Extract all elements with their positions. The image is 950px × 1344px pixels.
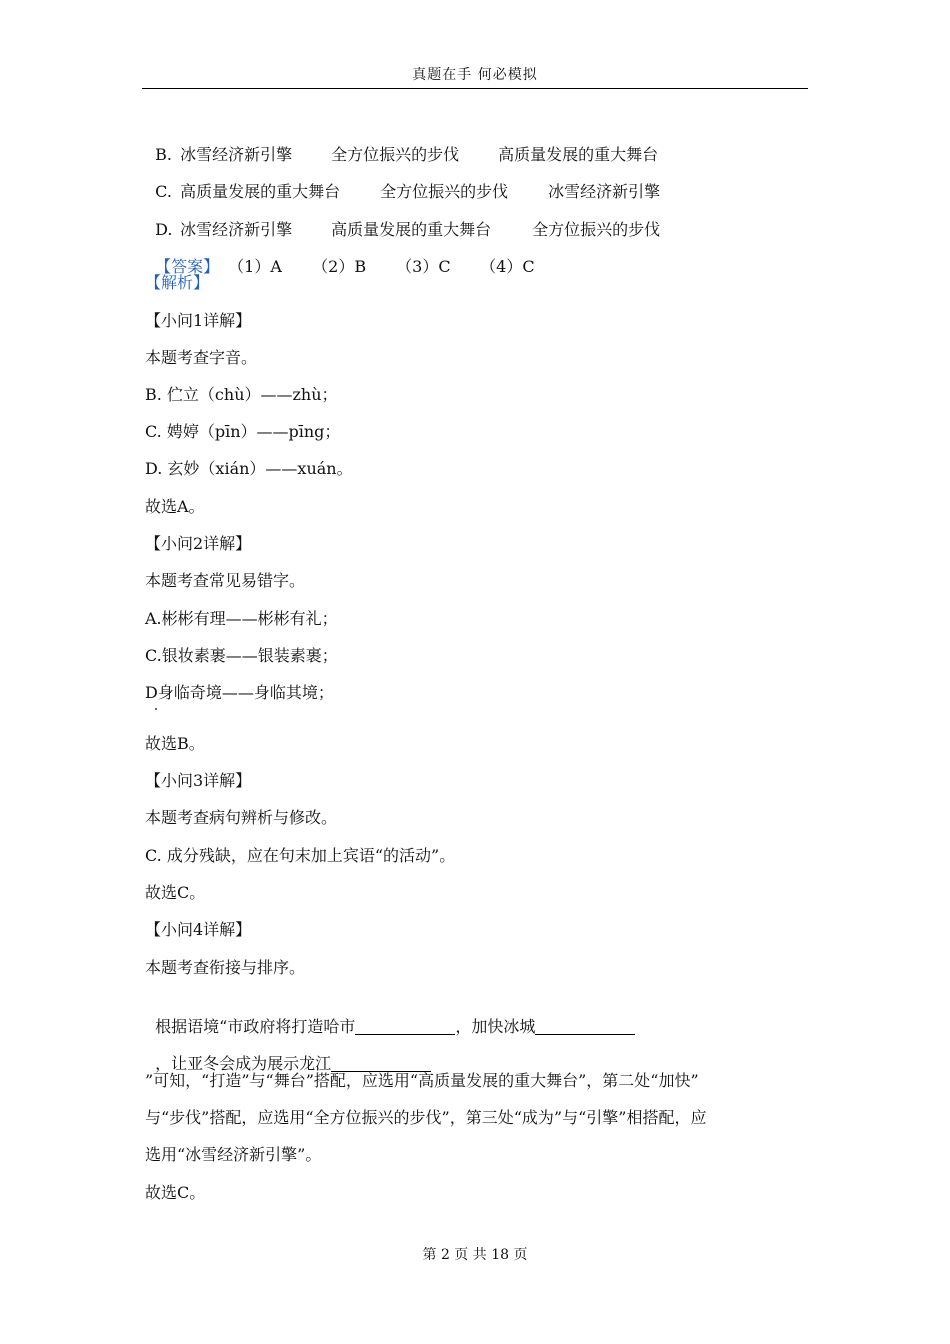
page-header: 真题在手 何必模拟 bbox=[412, 67, 538, 83]
q1-line: 故选A。 bbox=[145, 497, 205, 516]
page-footer: 第 2 页 共 18 页 bbox=[422, 1247, 528, 1263]
option-item: 高质量发展的重大舞台 bbox=[331, 220, 492, 239]
answer-value: （4）C bbox=[480, 257, 535, 276]
answer-label: 【答案】 bbox=[155, 257, 220, 276]
q1-line: D. 玄妙（xián）——xuán。 bbox=[145, 459, 353, 478]
answer-value: （3）C bbox=[396, 257, 451, 276]
option-item: 冰雪经济新引擎 bbox=[548, 182, 661, 201]
answer-value: （1）A bbox=[228, 257, 282, 276]
fill-blank bbox=[535, 1018, 635, 1035]
q4-context-line bbox=[145, 1031, 431, 1075]
q1-heading: 【小问1详解】 bbox=[145, 311, 252, 330]
q3-line: 本题考查病句辨析与修改。 bbox=[145, 808, 338, 827]
option-letter: D. bbox=[155, 220, 173, 239]
option-letter: C. bbox=[155, 182, 172, 201]
option-item: 全方位振兴的步伐 bbox=[331, 145, 460, 164]
q2-line: C.银妆素裹——银装素裹； bbox=[145, 646, 338, 665]
option-item: 冰雪经济新引擎 bbox=[180, 220, 293, 239]
q4-para: ”可知，“打造”与“舞台”搭配，应选用“高质量发展的重大舞台”，第二处“加快” bbox=[145, 1071, 699, 1090]
option-item: 全方位振兴的步伐 bbox=[380, 182, 509, 201]
q2-line: D身临奇境——身临其境； bbox=[145, 683, 334, 702]
q4-heading: 【小问4详解】 bbox=[145, 920, 252, 939]
q4-para: 与“步伐”搭配，应选用“全方位振兴的步伐”，第三处“成为”与“引擎”相搭配，应 bbox=[145, 1108, 707, 1127]
option-item: 高质量发展的重大舞台 bbox=[180, 182, 341, 201]
q4-context-text: ，让亚冬会成为展示龙江 bbox=[155, 1054, 332, 1073]
q3-line: C. 成分残缺，应在句末加上宾语“的活动”。 bbox=[145, 846, 456, 865]
q2-heading: 【小问2详解】 bbox=[145, 534, 252, 553]
q4-context-text: ，加快冰城 bbox=[455, 1017, 536, 1036]
option-item: 冰雪经济新引擎 bbox=[180, 145, 293, 164]
q4-context-text: 根据语境“市政府将打造哈市 bbox=[155, 1017, 356, 1036]
analysis-label: 【解析】 bbox=[145, 273, 210, 292]
q2-line: 故选B。 bbox=[145, 734, 205, 753]
q1-line: C. 娉婷（pīn）——pīng； bbox=[145, 422, 341, 441]
stray-dot bbox=[155, 708, 157, 710]
q2-line: 本题考查常见易错字。 bbox=[145, 571, 306, 590]
header-rule bbox=[142, 88, 808, 89]
q3-heading: 【小问3详解】 bbox=[145, 771, 252, 790]
q4-intro: 本题考查衔接与排序。 bbox=[145, 958, 306, 977]
option-item: 全方位振兴的步伐 bbox=[532, 220, 661, 239]
q3-line: 故选C。 bbox=[145, 883, 206, 902]
option-item: 高质量发展的重大舞台 bbox=[498, 145, 659, 164]
q1-line: B. 伫立（chù）——zhù； bbox=[145, 385, 338, 404]
q2-line: A.彬彬有理——彬彬有礼； bbox=[145, 609, 338, 628]
q4-para: 选用“冰雪经济新引擎”。 bbox=[145, 1145, 322, 1164]
q1-line: 本题考查字音。 bbox=[145, 348, 258, 367]
q4-conclusion: 故选C。 bbox=[145, 1183, 206, 1202]
option-letter: B. bbox=[155, 145, 173, 164]
answer-value: （2）B bbox=[312, 257, 367, 276]
